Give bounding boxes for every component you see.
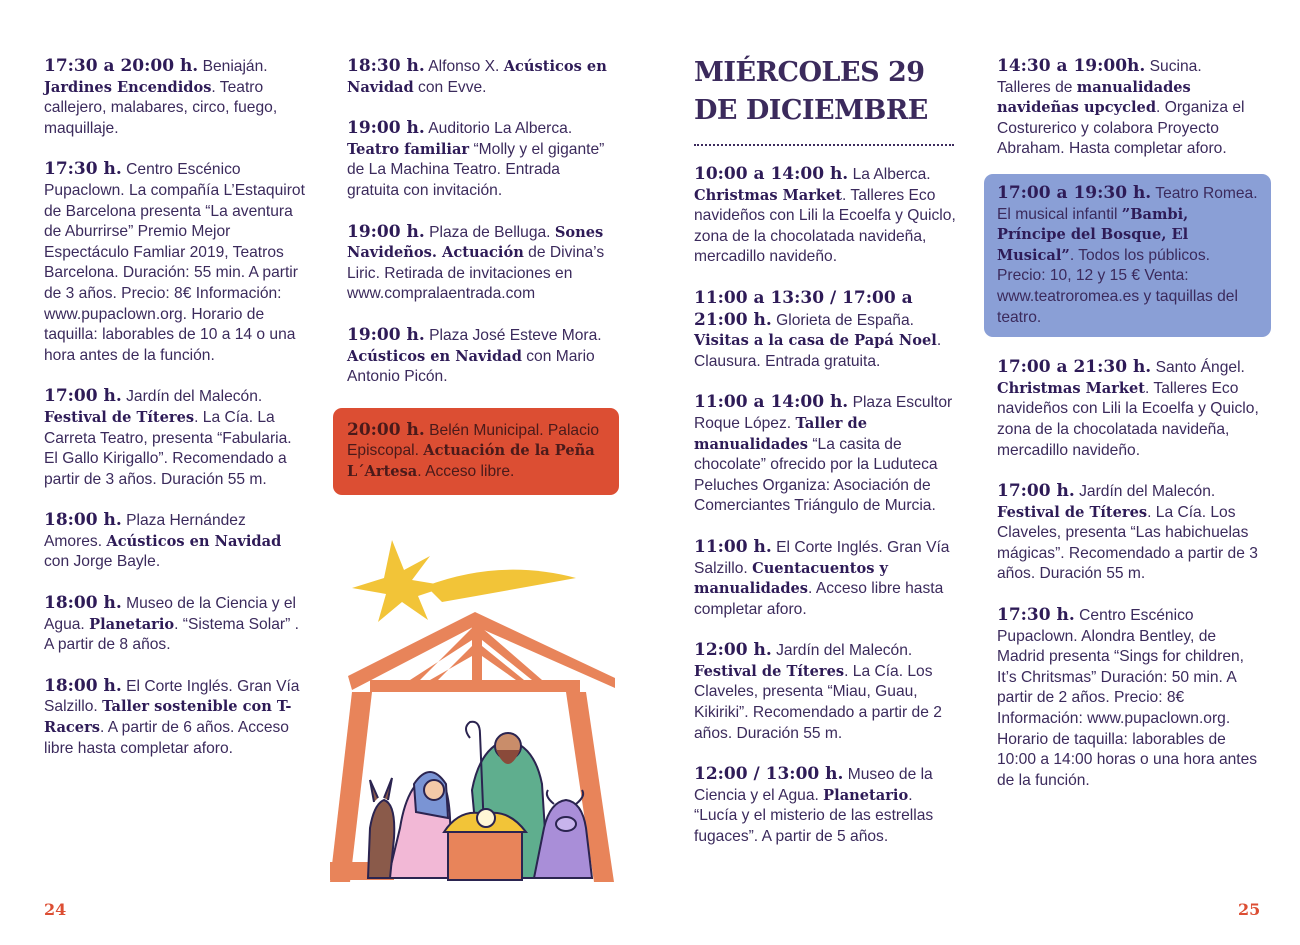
star-icon — [352, 540, 576, 622]
event-place: Belén Municipal. Palacio Episcopal. — [347, 421, 600, 460]
event-highlight: Acústicos en Navidad — [347, 58, 607, 96]
event-text: “La casita de chocolate” ofrecido por la Luduteca Peluches Organiza: Asociación de Comerciantes Triángulo de Murcia. — [694, 435, 938, 515]
event-text: . La Cía. Los Claveles, presenta “Miau, Guau, Kikiriki”. Recomendado a partir de 2 años. Duración 55 m. — [694, 662, 942, 742]
featured-event-blue — [984, 174, 1271, 337]
event-place: Glorieta de España. — [771, 311, 914, 329]
event-text: “Molly y el gigante” de La Machina Teatro. Entrada gratuita con invitación. — [347, 140, 605, 199]
event-text: . Acceso libre. — [417, 462, 515, 480]
donkey-icon — [368, 778, 394, 878]
event-item — [694, 288, 956, 372]
event-text: de Divina’s Liric. Retirada de invitaciones en www.compralaentrada.com — [347, 244, 605, 303]
event-place: Auditorio La Alberca. — [424, 120, 573, 138]
event-item — [347, 222, 609, 305]
event-item — [694, 764, 956, 847]
event-time: 17:30 a 20:00 h. — [44, 56, 199, 76]
event-item — [44, 510, 306, 573]
event-highlight: Christmas Market — [997, 379, 1146, 397]
event-highlight: Festival de Títeres — [997, 503, 1148, 521]
event-highlight: Festival de Títeres — [44, 408, 195, 426]
event-item — [694, 392, 956, 517]
event-place: Jardín del Malecón. — [771, 642, 913, 660]
event-time: 11:00 a 14:00 h. — [694, 392, 849, 413]
event-highlight: Christmas Market — [694, 186, 843, 204]
event-time: 17:00 h. — [44, 386, 122, 407]
event-text: . Todos los públicos. Precio: 10, 12 y 15 € Venta: www.teatroromea.es y taquillas del teatro. — [997, 246, 1238, 326]
right-column-2 — [997, 56, 1259, 811]
left-column-1 — [44, 56, 306, 779]
event-item — [44, 386, 306, 490]
left-column-2 — [347, 56, 609, 495]
event-text: . Teatro callejero, malabares, circo, fuego, maquillaje. — [44, 78, 278, 137]
event-place: Plaza de Belluga. — [424, 223, 555, 241]
event-text: . Talleres Eco navideños con Lili la Ecoelfa y Quiclo, zona de la chocolatada navideña, mercadillo navideño. — [997, 379, 1259, 459]
event-place: El Corte Inglés. Gran Vía Salzillo. — [44, 677, 300, 716]
event-highlight: Taller de manualidades — [694, 414, 867, 453]
event-place: Jardín del Malecón. — [121, 388, 263, 406]
event-time: 17:00 a 19:30 h. — [997, 182, 1152, 203]
event-text: con Jorge Bayle. — [44, 553, 161, 571]
manger-icon — [444, 809, 526, 880]
event-time: 18:00 h. — [44, 510, 122, 531]
event-text: . Organiza el Costurerico y colabora Proyecto Abraham. Hasta completar aforo. — [997, 99, 1245, 158]
event-text: Alondra Bentley, de Madrid presenta “Sings for children, It’s Chritsmas” Duración: 50 min. A partir de 2 años. Precio: 8€ Información: www.pupaclown.org. Horario de taquilla: laborables de 10:00 a 14:00 horas o una hora antes de la función. — [997, 627, 1258, 789]
event-place: Centro Escénico Pupaclown. — [997, 607, 1194, 645]
event-item — [347, 118, 609, 201]
mary-figure-icon — [388, 772, 452, 878]
event-highlight: Visitas a la casa de Papá Noel — [694, 332, 937, 350]
event-text: . “Sistema Solar” . A partir de 8 años. — [44, 615, 299, 654]
right-column-1 — [694, 56, 956, 868]
event-text: . “Lucía y el misterio de las estrellas fugaces”. A partir de 5 años. — [694, 786, 934, 846]
page-number-right: 25 — [1238, 900, 1261, 919]
event-place: Museo de la Ciencia y el Agua. — [44, 595, 297, 633]
event-highlight: Jardines Encendidos — [44, 78, 212, 96]
event-time: 12:00 / 13:00 h. — [694, 764, 844, 785]
event-place: Beniaján. — [198, 58, 268, 75]
event-text: . Acceso libre hasta completar aforo. — [694, 580, 944, 618]
event-highlight: Planetario — [89, 615, 175, 633]
page-number-left: 24 — [44, 900, 67, 919]
event-time: 10:00 a 14:00 h. — [694, 164, 849, 184]
event-highlight: Teatro familiar — [347, 140, 470, 158]
event-time: 18:00 h. — [44, 593, 122, 614]
event-place: Teatro Romea. El musical infantil — [997, 184, 1258, 223]
event-place: Santo Ángel. — [1151, 359, 1245, 377]
event-item — [997, 481, 1259, 585]
event-place: El Corte Inglés. Gran Vía Salzillo. — [694, 538, 950, 577]
event-place: Plaza Escultor Roque López. — [694, 394, 953, 432]
event-text: . La Cía. La Carreta Teatro, presenta “Fabularia. El Gallo Kirigallo”. Recomendado a partir de 3 años. Duración 55 m. — [44, 408, 292, 488]
event-highlight: Acústicos en Navidad — [106, 532, 282, 550]
event-time: 18:00 h. — [44, 675, 122, 696]
event-highlight: Cuentacuentos y manualidades — [694, 559, 889, 598]
event-text: La compañía L’Estaquirot de Barcelona presenta “La aventura de Aburrirse” Premio Mejor Espectáculo Famliar 2019, Teatros Barcelona. Duración: 55 min. A partir de 3 años. Precio: 8€ Información: www.pupaclown.org. Horario de taquilla: laborables de 10 a 14 o una hora antes de la función. — [44, 181, 305, 364]
event-place: La Alberca. — [848, 166, 931, 183]
event-place: Jardín del Malecón. — [1074, 483, 1216, 501]
event-item — [44, 676, 306, 759]
event-highlight: Taller sostenible con T-Racers — [44, 698, 292, 737]
nativity-scene-icon — [330, 528, 620, 884]
event-highlight: Actuación de la Peña L´Artesa — [347, 442, 595, 480]
event-item — [694, 640, 956, 744]
event-item — [694, 537, 956, 620]
event-time: 18:30 h. — [347, 56, 425, 76]
event-highlight: Acústicos en Navidad — [347, 347, 522, 365]
event-time: 19:00 h. — [347, 324, 425, 345]
event-item — [44, 159, 306, 366]
event-item — [694, 164, 956, 268]
event-time: 17:00 h. — [997, 481, 1075, 502]
event-place: Plaza Hernández Amores. — [44, 512, 246, 550]
event-highlight: manualidades navideñas upcycled — [997, 78, 1191, 117]
featured-event-red — [333, 408, 619, 495]
event-text: . Talleres Eco navideños con Lili la Ecoelfa y Quiclo, zona de la chocolatada navideña, mercadillo navideño. — [694, 186, 956, 266]
event-item — [44, 56, 306, 139]
event-time: 20:00 h. — [347, 419, 425, 440]
event-highlight: Sones Navideños. Actuación — [347, 223, 604, 262]
event-item — [997, 605, 1259, 791]
event-text: con Mario Antonio Picón. — [347, 347, 595, 386]
dotted-divider — [694, 144, 954, 146]
event-time: 17:30 h. — [997, 605, 1075, 626]
event-time: 14:30 a 19:00h. — [997, 56, 1146, 76]
event-place: Alfonso X. — [424, 58, 504, 75]
event-highlight: Festival de Títeres — [694, 662, 845, 680]
event-time: 17:00 a 21:30 h. — [997, 357, 1152, 378]
event-time: 11:00 a 13:30 / 17:00 a 21:00 h. — [694, 287, 913, 330]
event-place: Museo de la Ciencia y el Agua. — [694, 766, 933, 804]
event-text: . La Cía. Los Claveles, presenta “Las habichuelas mágicas”. Recomendado a partir de 3 años. Duración 55 m. — [997, 503, 1258, 583]
event-time: 19:00 h. — [347, 221, 425, 242]
event-time: 17:30 h. — [44, 159, 122, 180]
day-title: MIÉRCOLES 29 DE DICIEMBRE — [694, 57, 928, 126]
event-place: Sucina. Talleres de — [997, 58, 1202, 96]
event-item — [347, 56, 609, 98]
event-place: Centro Escénico Pupaclown. — [44, 161, 241, 199]
event-item — [997, 56, 1259, 160]
event-highlight: ”Bambi, Príncipe del Bosque, El Musical” — [997, 205, 1189, 264]
event-time: 19:00 h. — [347, 118, 425, 139]
event-text: con Evve. — [413, 78, 487, 96]
event-place: Plaza José Esteve Mora. — [424, 326, 602, 344]
event-time: 12:00 h. — [694, 640, 772, 661]
event-text: . A partir de 6 años. Acceso libre hasta completar aforo. — [44, 719, 289, 757]
event-item — [997, 357, 1259, 461]
event-item — [44, 593, 306, 656]
event-item — [347, 325, 609, 388]
event-highlight: Planetario — [823, 786, 909, 804]
event-time: 11:00 h. — [694, 536, 772, 557]
event-text: . Clausura. Entrada gratuita. — [694, 332, 942, 370]
